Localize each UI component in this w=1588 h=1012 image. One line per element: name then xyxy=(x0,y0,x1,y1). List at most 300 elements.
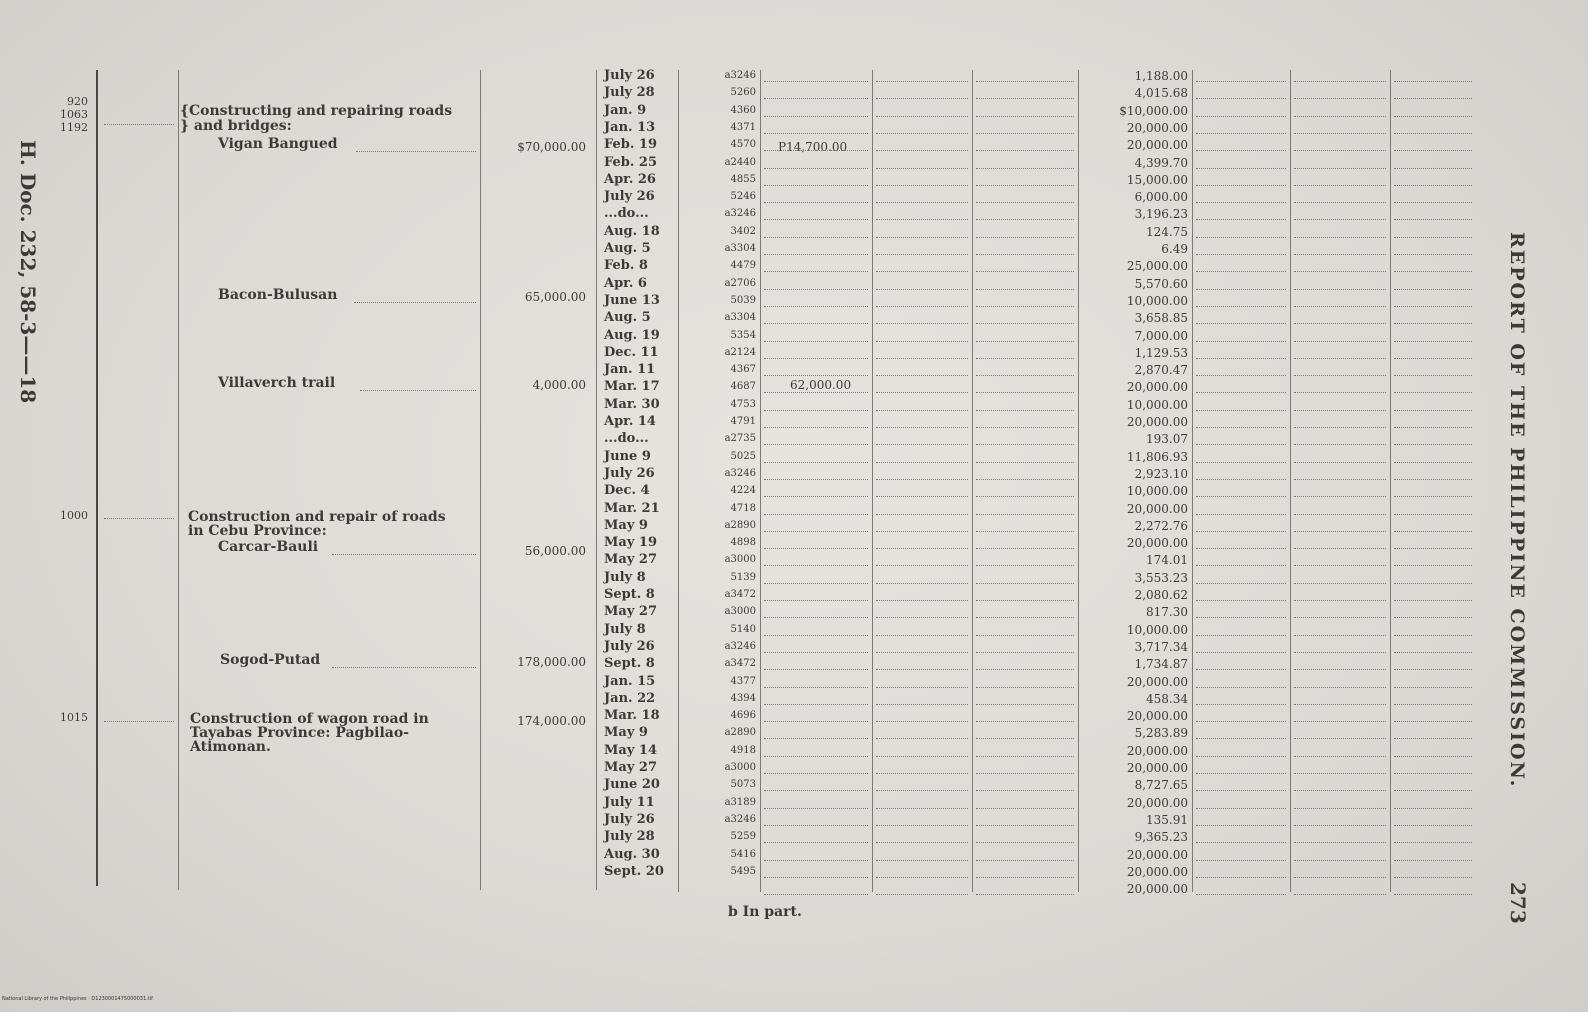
leader-dots xyxy=(976,583,1074,584)
leader-dots xyxy=(876,531,968,532)
leader-dots xyxy=(1294,462,1386,463)
entry-id: 1192 xyxy=(60,121,88,134)
row-date: Mar. 21 xyxy=(604,501,660,516)
row-date: Jan. 15 xyxy=(604,674,656,689)
row-amount: 9,365.23 xyxy=(1134,830,1188,844)
leader-dots xyxy=(332,667,476,668)
leader-dots xyxy=(1196,808,1286,809)
leader-dots xyxy=(1196,617,1286,618)
leader-dots xyxy=(1294,496,1386,497)
leader-dots xyxy=(104,518,174,519)
leader-dots xyxy=(1196,185,1286,186)
row-amount: 1,734.87 xyxy=(1134,657,1188,671)
leader-dots xyxy=(1294,600,1386,601)
column-rule xyxy=(96,70,98,886)
leader-dots xyxy=(1294,721,1386,722)
row-voucher: 4360 xyxy=(730,105,756,116)
leader-dots xyxy=(764,392,868,393)
column-rule xyxy=(1078,70,1079,892)
leader-dots xyxy=(764,704,868,705)
leader-dots xyxy=(876,877,968,878)
leader-dots xyxy=(876,756,968,757)
leader-dots xyxy=(764,462,868,463)
leader-dots xyxy=(1196,427,1286,428)
row-voucher: 4791 xyxy=(730,416,756,427)
leader-dots xyxy=(876,323,968,324)
leader-dots xyxy=(1196,652,1286,653)
leader-dots xyxy=(976,496,1074,497)
leader-dots xyxy=(764,738,868,739)
row-date: July 26 xyxy=(604,68,655,83)
column-rule xyxy=(1290,70,1291,892)
leader-dots xyxy=(976,133,1074,134)
leader-dots xyxy=(1394,531,1472,532)
leader-dots xyxy=(976,323,1074,324)
row-amount: 1,129.53 xyxy=(1134,346,1188,360)
row-voucher: 4696 xyxy=(730,710,756,721)
leader-dots xyxy=(764,271,868,272)
leader-dots xyxy=(1294,168,1386,169)
row-voucher: a3304 xyxy=(724,312,756,323)
row-amount: 817.30 xyxy=(1146,605,1188,619)
leader-dots xyxy=(976,825,1074,826)
leader-dots xyxy=(1196,150,1286,151)
row-date: July 28 xyxy=(604,85,655,100)
row-amount: 6.49 xyxy=(1161,242,1188,256)
leader-dots xyxy=(1196,444,1286,445)
leader-dots xyxy=(1394,202,1472,203)
leader-dots xyxy=(876,583,968,584)
leader-dots xyxy=(764,860,868,861)
row-voucher: 4855 xyxy=(730,174,756,185)
row-date: Dec. 4 xyxy=(604,483,650,498)
leader-dots xyxy=(1294,790,1386,791)
leader-dots xyxy=(764,219,868,220)
row-amount: 5,283.89 xyxy=(1134,726,1188,740)
leader-dots xyxy=(1394,548,1472,549)
row-amount: 10,000.00 xyxy=(1126,398,1188,412)
leader-dots xyxy=(764,185,868,186)
row-voucher: 4898 xyxy=(730,537,756,548)
leader-dots xyxy=(764,427,868,428)
row-amount: 20,000.00 xyxy=(1126,536,1188,550)
row-voucher: a3246 xyxy=(724,641,756,652)
row-voucher: 5495 xyxy=(730,866,756,877)
leader-dots xyxy=(360,390,476,391)
leader-dots xyxy=(1394,773,1472,774)
row-amount: 20,000.00 xyxy=(1126,744,1188,758)
row-amount: 20,000.00 xyxy=(1126,138,1188,152)
leader-dots xyxy=(876,496,968,497)
leader-dots xyxy=(876,825,968,826)
project-name: Villaverch trail xyxy=(218,375,336,391)
row-amount: $10,000.00 xyxy=(1119,104,1188,118)
leader-dots xyxy=(976,375,1074,376)
leader-dots xyxy=(1294,687,1386,688)
leader-dots xyxy=(1394,392,1472,393)
leader-dots xyxy=(876,358,968,359)
leader-dots xyxy=(1394,652,1472,653)
row-amount: 193.07 xyxy=(1146,432,1188,446)
leader-dots xyxy=(1394,168,1472,169)
leader-dots xyxy=(1196,687,1286,688)
leader-dots xyxy=(104,721,174,722)
leader-dots xyxy=(1394,289,1472,290)
row-voucher: a2890 xyxy=(724,520,756,531)
leader-dots xyxy=(876,98,968,99)
column-rule xyxy=(678,70,679,892)
leader-dots xyxy=(1196,583,1286,584)
column-rule xyxy=(972,70,973,892)
leader-dots xyxy=(1196,462,1286,463)
column-rule xyxy=(480,70,481,890)
leader-dots xyxy=(1394,894,1472,895)
row-voucher: 4570 xyxy=(730,139,756,150)
column-rule xyxy=(760,70,761,892)
leader-dots xyxy=(1394,687,1472,688)
leader-dots xyxy=(764,790,868,791)
leader-dots xyxy=(764,444,868,445)
leader-dots xyxy=(332,554,476,555)
leader-dots xyxy=(976,687,1074,688)
leader-dots xyxy=(976,514,1074,515)
leader-dots xyxy=(1294,219,1386,220)
leader-dots xyxy=(1294,323,1386,324)
leader-dots xyxy=(1196,237,1286,238)
leader-dots xyxy=(1394,514,1472,515)
row-date: July 26 xyxy=(604,639,655,654)
row-voucher: a3246 xyxy=(724,208,756,219)
leader-dots xyxy=(1294,842,1386,843)
leader-dots xyxy=(1196,133,1286,134)
leader-dots xyxy=(1394,808,1472,809)
leader-dots xyxy=(764,808,868,809)
row-voucher: 3402 xyxy=(730,226,756,237)
leader-dots xyxy=(1294,877,1386,878)
leader-dots xyxy=(1196,565,1286,566)
row-date: Feb. 25 xyxy=(604,155,658,170)
leader-dots xyxy=(976,254,1074,255)
leader-dots xyxy=(764,531,868,532)
entry-title: Construction and repair of roads xyxy=(188,509,446,525)
leader-dots xyxy=(1394,219,1472,220)
leader-dots xyxy=(1294,704,1386,705)
leader-dots xyxy=(1294,531,1386,532)
row-voucher: 4479 xyxy=(730,260,756,271)
leader-dots xyxy=(1294,150,1386,151)
leader-dots xyxy=(1294,116,1386,117)
leader-dots xyxy=(1196,514,1286,515)
leader-dots xyxy=(976,790,1074,791)
column-rule xyxy=(1192,70,1193,892)
leader-dots xyxy=(976,860,1074,861)
row-amount: 458.34 xyxy=(1146,692,1188,706)
leader-dots xyxy=(1294,635,1386,636)
leader-dots xyxy=(1196,202,1286,203)
leader-dots xyxy=(1394,617,1472,618)
leader-dots xyxy=(876,444,968,445)
leader-dots xyxy=(1196,479,1286,480)
leader-dots xyxy=(876,842,968,843)
row-date: Apr. 14 xyxy=(604,414,656,429)
leader-dots xyxy=(876,116,968,117)
appropriation-amount: 56,000.00 xyxy=(524,544,586,558)
leader-dots xyxy=(976,842,1074,843)
leader-dots xyxy=(976,202,1074,203)
row-amount: 20,000.00 xyxy=(1126,380,1188,394)
leader-dots xyxy=(976,444,1074,445)
leader-dots xyxy=(1394,81,1472,82)
row-voucher: a3000 xyxy=(724,554,756,565)
appropriation-amount: 174,000.00 xyxy=(517,714,586,728)
row-amount: 6,000.00 xyxy=(1134,190,1188,204)
leader-dots xyxy=(1196,721,1286,722)
leader-dots xyxy=(876,773,968,774)
row-voucher: 5416 xyxy=(730,849,756,860)
row-date: Sept. 8 xyxy=(604,656,655,671)
leader-dots xyxy=(1196,323,1286,324)
leader-dots xyxy=(976,81,1074,82)
leader-dots xyxy=(1294,133,1386,134)
leader-dots xyxy=(876,565,968,566)
row-amount: 2,272.76 xyxy=(1134,519,1188,533)
leader-dots xyxy=(764,669,868,670)
leader-dots xyxy=(1294,410,1386,411)
row-amount: 20,000.00 xyxy=(1126,675,1188,689)
row-date: Dec. 11 xyxy=(604,345,659,360)
leader-dots xyxy=(1394,427,1472,428)
row-voucher: a3472 xyxy=(724,658,756,669)
leader-dots xyxy=(1196,531,1286,532)
leader-dots xyxy=(764,773,868,774)
leader-dots xyxy=(1294,808,1386,809)
leader-dots xyxy=(876,617,968,618)
leader-dots xyxy=(1394,721,1472,722)
leader-dots xyxy=(976,185,1074,186)
leader-dots xyxy=(764,617,868,618)
row-amount: 20,000.00 xyxy=(1126,121,1188,135)
footnote: b In part. xyxy=(728,904,802,920)
leader-dots xyxy=(764,825,868,826)
row-date: Feb. 19 xyxy=(604,137,658,152)
entry-title: Tayabas Province: Pagbilao- xyxy=(190,725,409,741)
leader-dots xyxy=(1394,790,1472,791)
leader-dots xyxy=(876,219,968,220)
row-date: Aug. 5 xyxy=(604,241,651,256)
leader-dots xyxy=(1294,894,1386,895)
row-date: Aug. 30 xyxy=(604,847,660,862)
leader-dots xyxy=(1294,548,1386,549)
leader-dots xyxy=(876,600,968,601)
row-amount: 15,000.00 xyxy=(1126,173,1188,187)
leader-dots xyxy=(1294,738,1386,739)
leader-dots xyxy=(764,548,868,549)
entry-id: 1015 xyxy=(60,711,88,724)
leader-dots xyxy=(1294,81,1386,82)
leader-dots xyxy=(976,617,1074,618)
leader-dots xyxy=(1394,133,1472,134)
leader-dots xyxy=(1394,185,1472,186)
leader-dots xyxy=(876,410,968,411)
row-date: Jan. 9 xyxy=(604,103,647,118)
leader-dots xyxy=(1394,323,1472,324)
leader-dots xyxy=(976,565,1074,566)
leader-dots xyxy=(976,738,1074,739)
row-date: Apr. 26 xyxy=(604,172,656,187)
leader-dots xyxy=(876,808,968,809)
leader-dots xyxy=(356,151,476,152)
leader-dots xyxy=(976,548,1074,549)
leader-dots xyxy=(976,704,1074,705)
leader-dots xyxy=(976,479,1074,480)
row-voucher: 5259 xyxy=(730,831,756,842)
row-amount: 4,399.70 xyxy=(1134,156,1188,170)
leader-dots xyxy=(1294,427,1386,428)
leader-dots xyxy=(1394,479,1472,480)
leader-dots xyxy=(1394,237,1472,238)
appropriation-amount: 4,000.00 xyxy=(532,378,586,392)
row-voucher: a3472 xyxy=(724,589,756,600)
leader-dots xyxy=(1394,375,1472,376)
leader-dots xyxy=(764,289,868,290)
entry-id: 1063 xyxy=(60,108,88,121)
row-amount: 20,000.00 xyxy=(1126,709,1188,723)
leader-dots xyxy=(1394,410,1472,411)
leader-dots xyxy=(1294,444,1386,445)
project-name: Vigan Bangued xyxy=(218,136,338,152)
leader-dots xyxy=(764,323,868,324)
leader-dots xyxy=(1294,392,1386,393)
row-voucher: a3246 xyxy=(724,70,756,81)
leader-dots xyxy=(876,548,968,549)
row-amount: 20,000.00 xyxy=(1126,796,1188,810)
leader-dots xyxy=(976,427,1074,428)
leader-dots xyxy=(1196,254,1286,255)
entry-title: } and bridges: xyxy=(180,118,292,134)
leader-dots xyxy=(976,341,1074,342)
leader-dots xyxy=(976,168,1074,169)
row-voucher: 5039 xyxy=(730,295,756,306)
leader-dots xyxy=(764,306,868,307)
leader-dots xyxy=(764,756,868,757)
row-voucher: 4394 xyxy=(730,693,756,704)
leader-dots xyxy=(976,150,1074,151)
leader-dots xyxy=(1196,756,1286,757)
running-head: REPORT OF THE PHILIPPINE COMMISSION. xyxy=(1506,232,1528,789)
leader-dots xyxy=(1294,202,1386,203)
leader-dots xyxy=(876,254,968,255)
leader-dots xyxy=(976,669,1074,670)
leader-dots xyxy=(1394,877,1472,878)
row-date: ...do... xyxy=(604,431,649,446)
leader-dots xyxy=(876,341,968,342)
leader-dots xyxy=(976,219,1074,220)
leader-dots xyxy=(876,375,968,376)
leader-dots xyxy=(764,81,868,82)
row-date: Sept. 20 xyxy=(604,864,664,879)
row-amount: 20,000.00 xyxy=(1126,415,1188,429)
leader-dots xyxy=(976,600,1074,601)
row-voucher: a2440 xyxy=(724,157,756,168)
leader-dots xyxy=(764,514,868,515)
row-date: Jan. 22 xyxy=(604,691,656,706)
leader-dots xyxy=(764,496,868,497)
leader-dots xyxy=(976,652,1074,653)
row-amount: 3,196.23 xyxy=(1134,207,1188,221)
leader-dots xyxy=(764,687,868,688)
leader-dots xyxy=(976,808,1074,809)
leader-dots xyxy=(764,375,868,376)
leader-dots xyxy=(876,652,968,653)
row-voucher: a3246 xyxy=(724,814,756,825)
leader-dots xyxy=(1394,462,1472,463)
row-voucher: a2735 xyxy=(724,433,756,444)
leader-dots xyxy=(764,202,868,203)
column-rule xyxy=(178,70,179,890)
leader-dots xyxy=(876,289,968,290)
leader-dots xyxy=(1394,669,1472,670)
leader-dots xyxy=(1196,410,1286,411)
leader-dots xyxy=(1394,306,1472,307)
row-amount: 20,000.00 xyxy=(1126,865,1188,879)
row-date: Aug. 18 xyxy=(604,224,660,239)
leader-dots xyxy=(764,168,868,169)
row-date: May 9 xyxy=(604,518,648,533)
leader-dots xyxy=(1196,392,1286,393)
leader-dots xyxy=(976,462,1074,463)
leader-dots xyxy=(1294,98,1386,99)
row-voucher: 4687 xyxy=(730,381,756,392)
leader-dots xyxy=(1294,565,1386,566)
row-voucher: a3189 xyxy=(724,797,756,808)
row-voucher: a3304 xyxy=(724,243,756,254)
leader-dots xyxy=(1394,704,1472,705)
left-margin-citation: H. Doc. 232, 58-3——18 xyxy=(16,140,40,404)
row-amount: 25,000.00 xyxy=(1126,259,1188,273)
leader-dots xyxy=(1196,600,1286,601)
leader-dots xyxy=(876,202,968,203)
row-voucher: 4918 xyxy=(730,745,756,756)
row-voucher: 5354 xyxy=(730,330,756,341)
row-voucher: a3000 xyxy=(724,606,756,617)
transfer-amount: P14,700.00 xyxy=(778,140,848,154)
page-number: 273 xyxy=(1506,882,1530,924)
leader-dots xyxy=(764,635,868,636)
leader-dots xyxy=(876,133,968,134)
row-voucher: 5073 xyxy=(730,779,756,790)
row-voucher: 5260 xyxy=(730,87,756,98)
row-date: Apr. 6 xyxy=(604,276,647,291)
leader-dots xyxy=(976,116,1074,117)
leader-dots xyxy=(1394,860,1472,861)
leader-dots xyxy=(876,860,968,861)
row-date: May 9 xyxy=(604,725,648,740)
row-amount: 4,015.68 xyxy=(1134,86,1188,100)
row-date: July 26 xyxy=(604,466,655,481)
leader-dots xyxy=(876,150,968,151)
leader-dots xyxy=(1394,444,1472,445)
scan-credit: National Library of the Philippines · D1230001475000031.tif xyxy=(2,996,153,1002)
leader-dots xyxy=(764,410,868,411)
row-amount: 20,000.00 xyxy=(1126,761,1188,775)
leader-dots xyxy=(1394,254,1472,255)
leader-dots xyxy=(1394,825,1472,826)
row-date: July 8 xyxy=(604,622,646,637)
leader-dots xyxy=(1294,289,1386,290)
leader-dots xyxy=(764,150,868,151)
row-date: Jan. 13 xyxy=(604,120,656,135)
leader-dots xyxy=(1394,565,1472,566)
